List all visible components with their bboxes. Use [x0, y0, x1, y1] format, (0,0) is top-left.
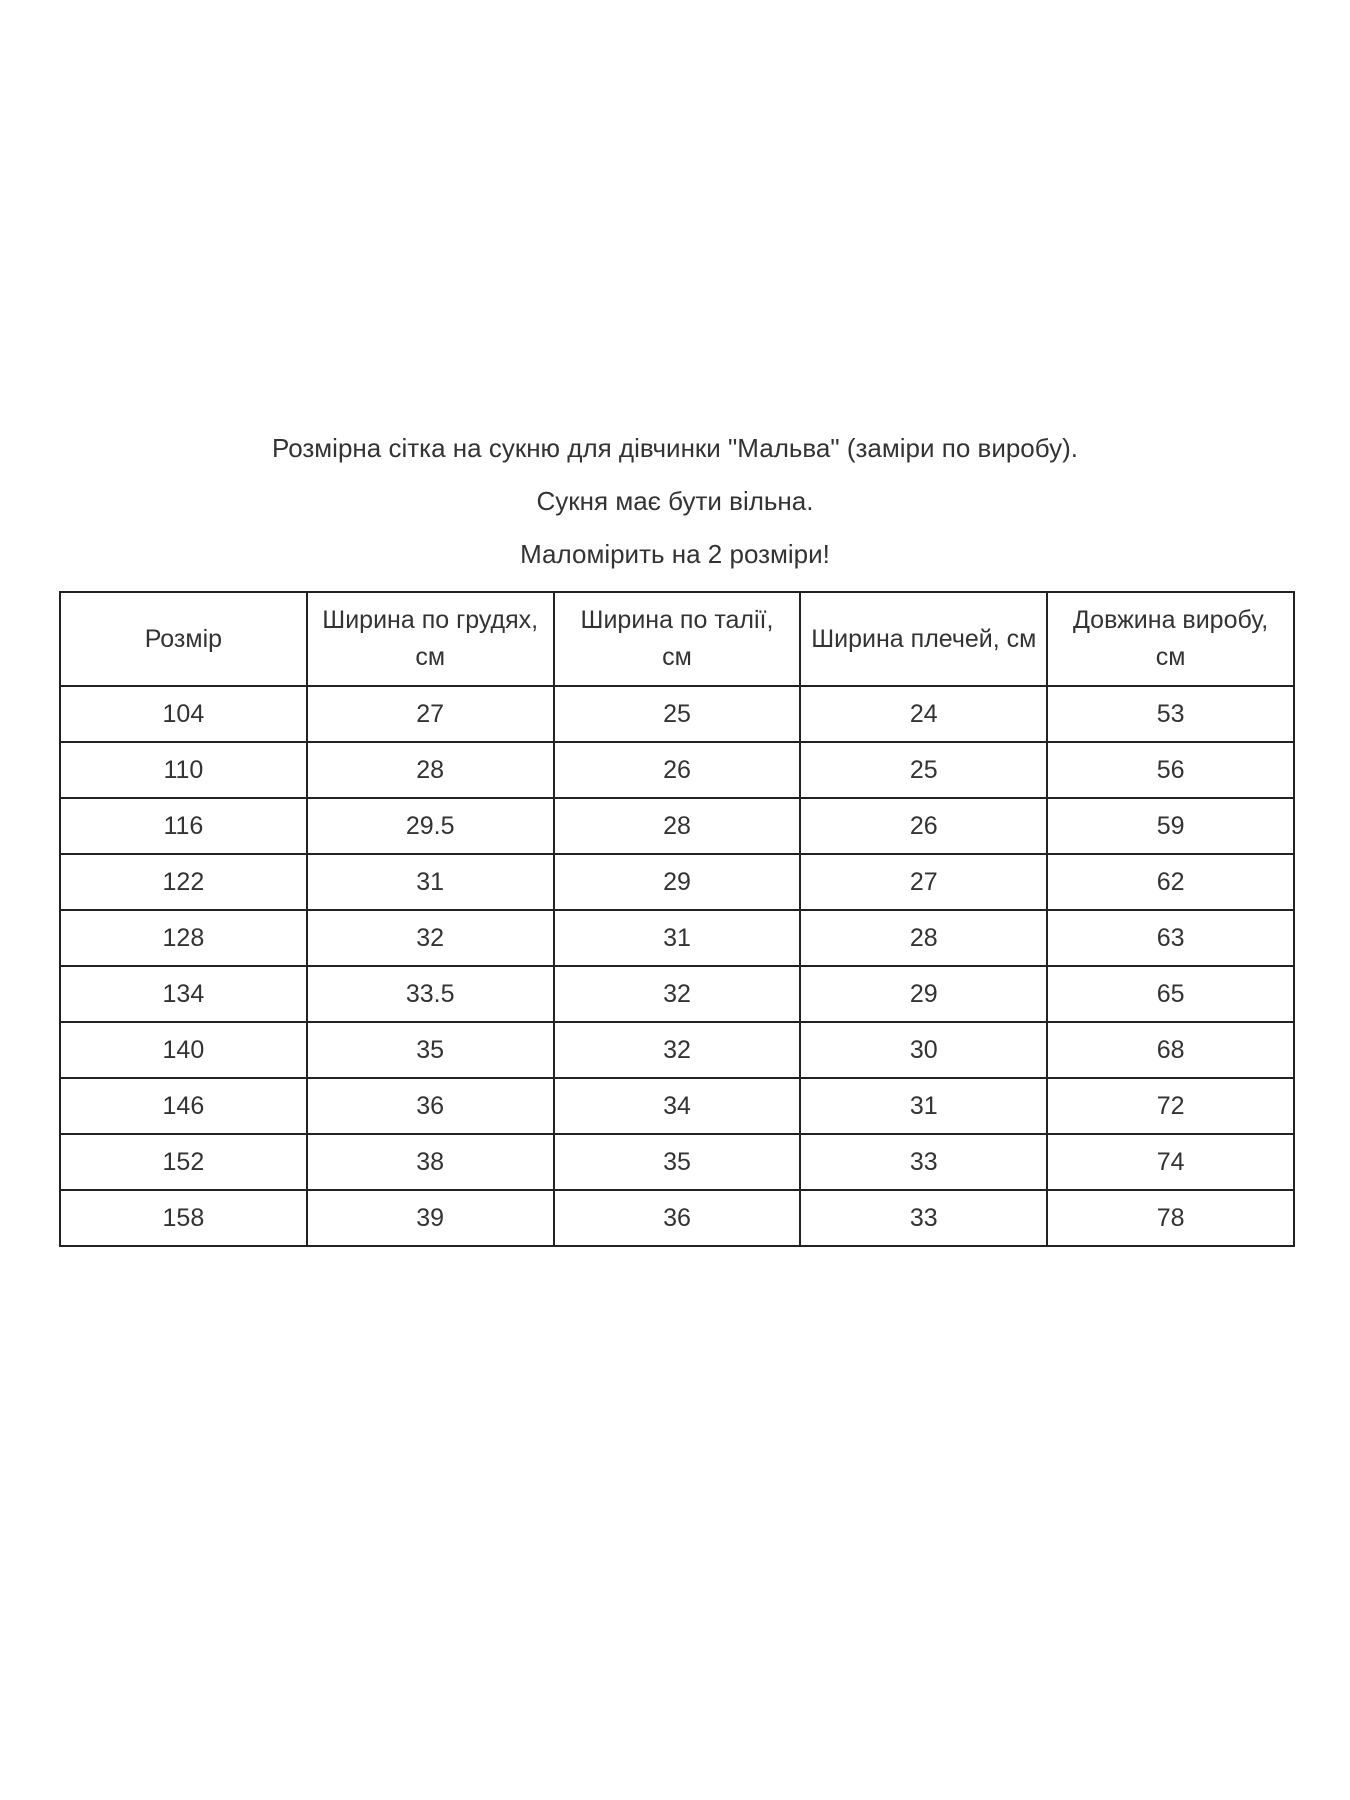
table-row	[60, 1078, 1294, 1134]
column-header-shoulder-width: Ширина плечей, см	[800, 592, 1047, 686]
cell-waist-width: 28	[554, 798, 801, 854]
cell-size: 128	[60, 910, 307, 966]
size-chart-title: Розмірна сітка на сукню для дівчинки "Мальва" (заміри по виробу).	[272, 433, 1078, 463]
column-header-chest-width: Ширина по грудях, см	[307, 592, 554, 686]
cell-waist-width: 26	[554, 742, 801, 798]
cell-length: 62	[1047, 854, 1294, 910]
cell-shoulder-width: 27	[800, 854, 1047, 910]
cell-shoulder-width: 28	[800, 910, 1047, 966]
table-row	[60, 966, 1294, 1022]
cell-size: 122	[60, 854, 307, 910]
cell-length: 65	[1047, 966, 1294, 1022]
cell-length: 56	[1047, 742, 1294, 798]
fit-note: Сукня має бути вільна.	[536, 486, 814, 516]
cell-chest-width: 36	[307, 1078, 554, 1134]
cell-chest-width: 39	[307, 1190, 554, 1246]
cell-shoulder-width: 29	[800, 966, 1047, 1022]
cell-chest-width: 29.5	[307, 798, 554, 854]
table-row	[60, 686, 1294, 742]
cell-shoulder-width: 33	[800, 1190, 1047, 1246]
table-row	[60, 742, 1294, 798]
cell-length: 53	[1047, 686, 1294, 742]
cell-chest-width: 31	[307, 854, 554, 910]
cell-size: 152	[60, 1134, 307, 1190]
table-header-row	[60, 592, 1294, 686]
cell-length: 78	[1047, 1190, 1294, 1246]
cell-size: 146	[60, 1078, 307, 1134]
cell-size: 110	[60, 742, 307, 798]
cell-chest-width: 27	[307, 686, 554, 742]
cell-length: 74	[1047, 1134, 1294, 1190]
cell-chest-width: 28	[307, 742, 554, 798]
cell-size: 140	[60, 1022, 307, 1078]
cell-size: 158	[60, 1190, 307, 1246]
size-table	[59, 591, 1295, 1247]
cell-length: 68	[1047, 1022, 1294, 1078]
cell-length: 63	[1047, 910, 1294, 966]
column-header-waist-width: Ширина по талії, см	[554, 592, 801, 686]
cell-waist-width: 36	[554, 1190, 801, 1246]
column-header-size: Розмір	[60, 592, 307, 686]
cell-waist-width: 34	[554, 1078, 801, 1134]
cell-shoulder-width: 24	[800, 686, 1047, 742]
cell-chest-width: 32	[307, 910, 554, 966]
table-row	[60, 1134, 1294, 1190]
cell-size: 104	[60, 686, 307, 742]
cell-shoulder-width: 25	[800, 742, 1047, 798]
cell-size: 134	[60, 966, 307, 1022]
sizing-warning: Маломірить на 2 розміри!	[520, 539, 830, 569]
cell-waist-width: 31	[554, 910, 801, 966]
cell-shoulder-width: 30	[800, 1022, 1047, 1078]
cell-chest-width: 35	[307, 1022, 554, 1078]
cell-length: 59	[1047, 798, 1294, 854]
cell-chest-width: 33.5	[307, 966, 554, 1022]
cell-waist-width: 32	[554, 966, 801, 1022]
cell-waist-width: 35	[554, 1134, 801, 1190]
cell-waist-width: 25	[554, 686, 801, 742]
table-row	[60, 798, 1294, 854]
cell-waist-width: 29	[554, 854, 801, 910]
cell-shoulder-width: 33	[800, 1134, 1047, 1190]
table-row	[60, 854, 1294, 910]
cell-size: 116	[60, 798, 307, 854]
column-header-length: Довжина виробу, см	[1047, 592, 1294, 686]
cell-shoulder-width: 26	[800, 798, 1047, 854]
table-row	[60, 1190, 1294, 1246]
cell-waist-width: 32	[554, 1022, 801, 1078]
size-table-head	[60, 592, 1294, 686]
size-table-body	[60, 686, 1294, 1246]
cell-chest-width: 38	[307, 1134, 554, 1190]
table-row	[60, 1022, 1294, 1078]
table-row	[60, 910, 1294, 966]
cell-length: 72	[1047, 1078, 1294, 1134]
size-chart-header	[0, 432, 1350, 591]
cell-shoulder-width: 31	[800, 1078, 1047, 1134]
